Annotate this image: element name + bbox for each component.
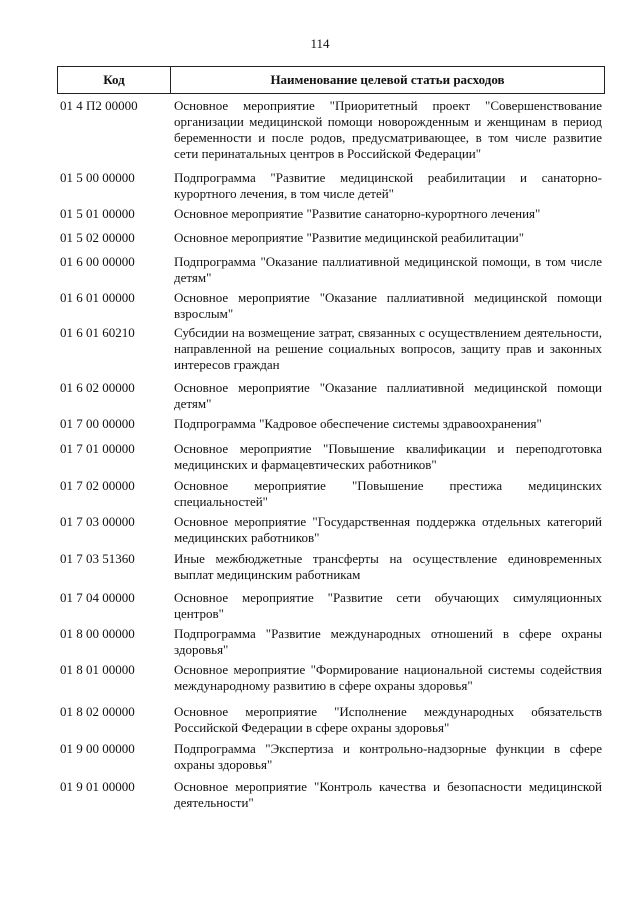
row-name: Основное мероприятие "Контроль качества и безопасности медицинской деятельности" xyxy=(174,779,602,810)
row-name: Основное мероприятие "Формирование национальной системы содействия международному развитию в сфере охраны здоровья" xyxy=(174,662,602,693)
row-name: Основное мероприятие "Оказание паллиативной медицинской помощи детям" xyxy=(174,380,602,411)
row-name: Основное мероприятие "Повышение престижа медицинских специальностей" xyxy=(174,478,602,509)
row-code: 01 6 02 00000 xyxy=(60,380,135,395)
row-code: 01 7 04 00000 xyxy=(60,590,135,605)
row-name: Основное мероприятие "Развитие санаторно-курортного лечения" xyxy=(174,206,541,221)
row-code: 01 7 03 00000 xyxy=(60,514,135,529)
row-name: Подпрограмма "Развитие медицинской реабилитации и санаторно-курортного лечения, в том числе детей" xyxy=(174,170,602,201)
row-code: 01 5 02 00000 xyxy=(60,230,135,245)
row-name: Основное мероприятие "Исполнение международных обязательств Российской Федерации в сфере охраны здоровья" xyxy=(174,704,602,735)
page-number: 114 xyxy=(310,36,330,51)
row-code: 01 7 02 00000 xyxy=(60,478,135,493)
row-code: 01 7 00 00000 xyxy=(60,416,135,431)
row-name: Субсидии на возмещение затрат, связанных с осуществлением деятельности, направленной на решение социальных вопросов, защиту прав и законных интересов граждан xyxy=(174,325,602,372)
row-code: 01 7 01 00000 xyxy=(60,441,135,456)
row-name: Подпрограмма "Развитие международных отношений в сфере охраны здоровья" xyxy=(174,626,602,657)
row-code: 01 8 00 00000 xyxy=(60,626,135,641)
header-name: Наименование целевой статьи расходов xyxy=(270,72,505,87)
row-code: 01 9 00 00000 xyxy=(60,741,135,756)
row-code: 01 6 01 00000 xyxy=(60,290,135,305)
row-name: Иные межбюджетные трансферты на осуществление единовременных выплат медицинским работникам xyxy=(174,551,602,582)
row-code: 01 8 02 00000 xyxy=(60,704,135,719)
header-code: Код xyxy=(58,67,171,93)
row-code: 01 4 П2 00000 xyxy=(60,98,138,113)
row-code: 01 6 00 00000 xyxy=(60,254,135,269)
row-code: 01 5 01 00000 xyxy=(60,206,135,221)
row-name: Основное мероприятие "Государственная поддержка отдельных категорий медицинских работников" xyxy=(174,514,602,545)
row-code: 01 8 01 00000 xyxy=(60,662,135,677)
row-code: 01 6 01 60210 xyxy=(60,325,135,340)
row-name: Основное мероприятие "Оказание паллиативной медицинской помощи взрослым" xyxy=(174,290,602,321)
row-name: Подпрограмма "Экспертиза и контрольно-надзорные функции в сфере охраны здоровья" xyxy=(174,741,602,772)
row-code: 01 5 00 00000 xyxy=(60,170,135,185)
row-code: 01 7 03 51360 xyxy=(60,551,135,566)
row-name: Основное мероприятие "Развитие медицинской реабилитации" xyxy=(174,230,525,245)
row-name: Основное мероприятие "Приоритетный проект "Совершенствование организации медицинской помощи новорожденным и женщинам в период беременности и после родов, предусматривающее, в том числе развитие сети перинатальных центров в Российской Федерации" xyxy=(174,98,602,161)
row-name: Подпрограмма "Кадровое обеспечение системы здравоохранения" xyxy=(174,416,542,431)
row-name: Основное мероприятие "Повышение квалификации и переподготовка медицинских и фармацевтических работников" xyxy=(174,441,602,472)
row-name: Основное мероприятие "Развитие сети обучающих симуляционных центров" xyxy=(174,590,602,621)
row-name: Подпрограмма "Оказание паллиативной медицинской помощи, в том числе детям" xyxy=(174,254,602,285)
row-code: 01 9 01 00000 xyxy=(60,779,135,794)
